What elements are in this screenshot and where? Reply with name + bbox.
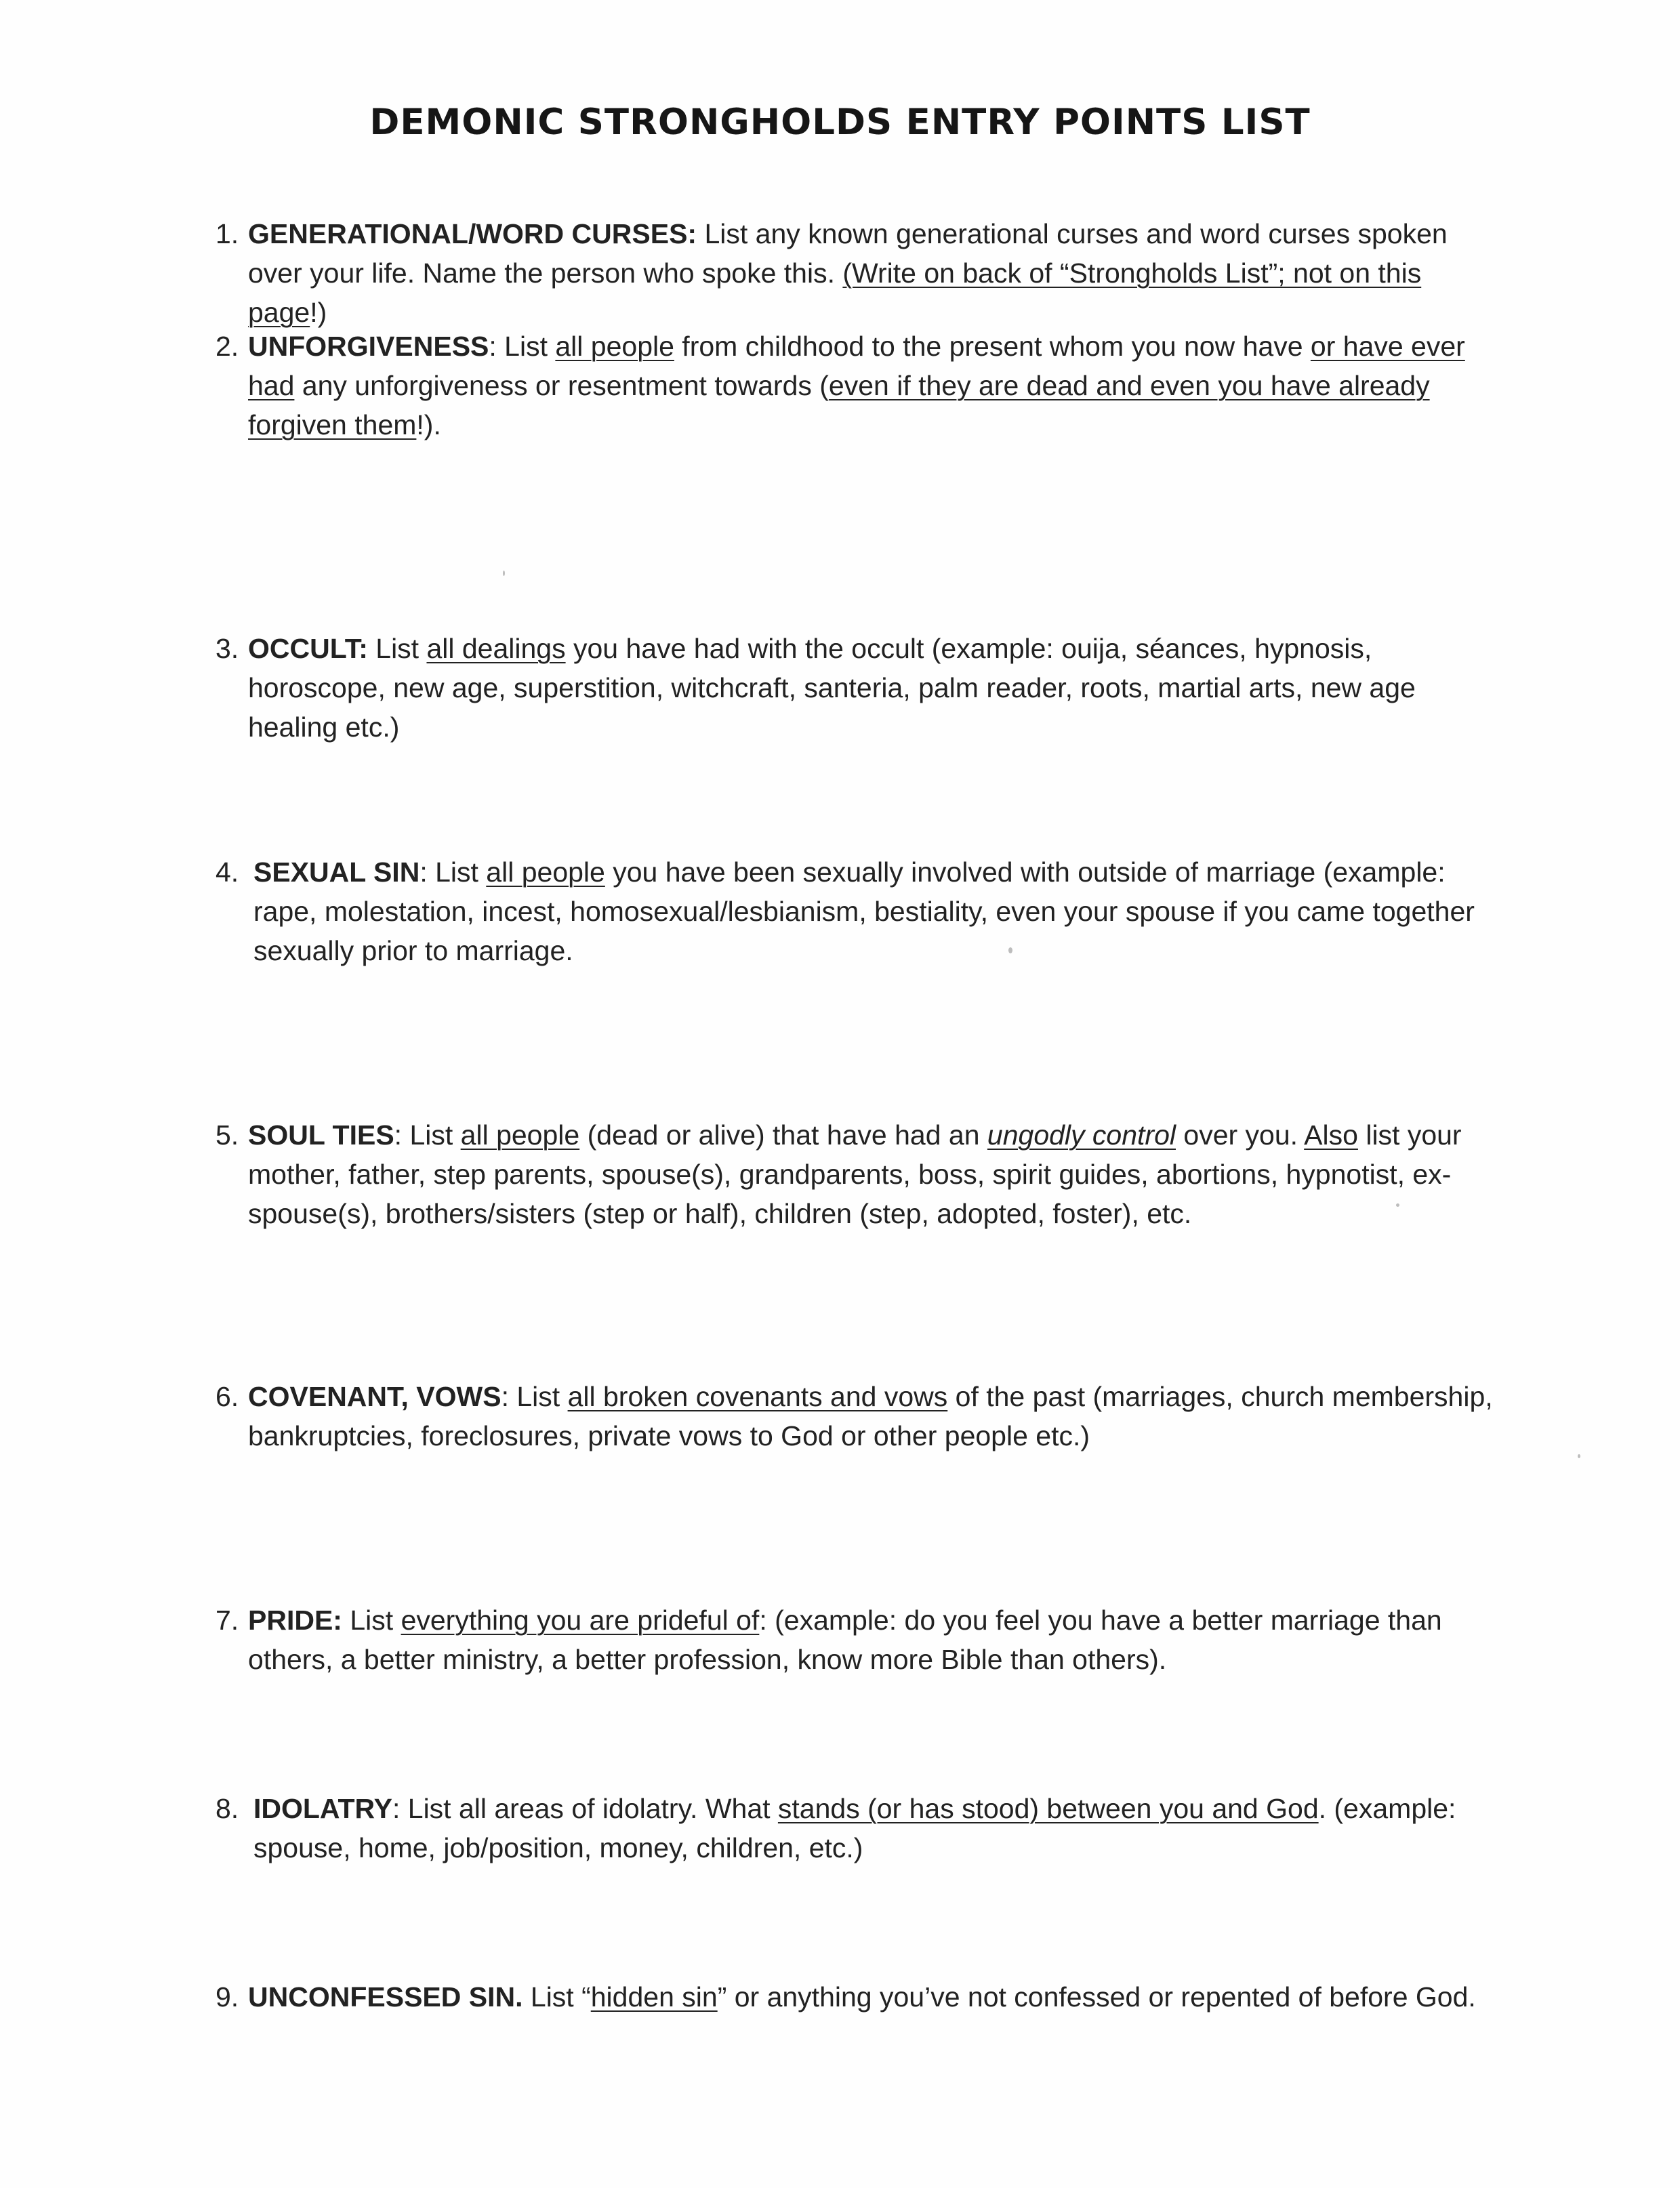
item-text-part: ” or anything you’ve not confessed or repented of before God. [717, 1981, 1476, 2012]
item-text-part: (dead or alive) that have had an [579, 1119, 987, 1151]
item-text-part: !) [310, 297, 327, 328]
item-number: 7. [216, 1605, 239, 1636]
item-number: 2. [216, 331, 239, 362]
list-item-unconfessed-sin [216, 1977, 1503, 2017]
item-text-part: List [367, 633, 427, 664]
item-underlined-text: all people [460, 1119, 580, 1151]
list-item-occult [216, 629, 1503, 747]
item-underlined-text: stands (or has stood) between you and God [777, 1793, 1319, 1824]
item-text-part: !). [416, 409, 441, 440]
item-text-part: : (example: do you feel you have a better marriage than others, a better ministry, a better profession, know more Bible than others). [248, 1605, 1442, 1675]
item-number: 4. [216, 856, 239, 888]
item-underlined-text: all dealings [426, 633, 566, 664]
item-number: 6. [216, 1381, 239, 1412]
item-number: 8. [216, 1793, 239, 1824]
list-item-unforgiveness [216, 327, 1503, 445]
item-text-part: any unforgiveness or resentment towards ( [294, 370, 829, 401]
item-text-part: list your mother, father, step parents, spouse(s), grandparents, boss, spirit guides, abortions, hypnotist, ex-spouse(s), brothers/sisters (step or half), children (step, adopted, foster), etc. [248, 1119, 1462, 1229]
list-item-covenant-vows [216, 1377, 1503, 1456]
item-text-part: : List [419, 856, 487, 888]
page-title: DEMONIC STRONGHOLDS ENTRY POINTS LIST [369, 102, 1311, 143]
item-text [248, 214, 1503, 332]
item-text-part: you have had with the occult (example: ouija, séances, hypnosis, horoscope, new age, superstition, witchcraft, santeria, palm reader, roots, martial arts, new age healing etc.) [248, 633, 1416, 743]
item-text [248, 1377, 1503, 1456]
item-text-part: : List all areas of idolatry. What [392, 1793, 778, 1824]
item-text [248, 1601, 1503, 1679]
item-heading: PRIDE: [248, 1605, 342, 1636]
item-text-part: List “ [523, 1981, 591, 2012]
item-underlined-italic-text: ungodly control [987, 1119, 1176, 1151]
item-text-part: over you. [1176, 1119, 1305, 1151]
item-underlined-text: all people [555, 331, 674, 362]
item-underlined-text: everything you are prideful of [401, 1605, 760, 1636]
list-item-idolatry [216, 1789, 1503, 1867]
item-text-part: : List [394, 1119, 461, 1151]
list-item-generational-curses [216, 214, 1503, 332]
item-text-part: you have been sexually involved with outside of marriage (example: rape, molestation, incest, homosexual/lesbianism, bestiality, even your spouse if you came together sexually prior to marriage. [253, 856, 1475, 966]
item-text [253, 1789, 1503, 1867]
list-item-pride [216, 1601, 1503, 1679]
item-underlined-text: even if they are dead and even you have already forgiven them [248, 370, 1430, 440]
item-number: 5. [216, 1119, 239, 1151]
scan-speck [1008, 947, 1012, 953]
item-underlined-text: (Write on back of “Strongholds List”; not on this page [248, 257, 1422, 328]
list-item-sexual-sin [216, 852, 1503, 970]
item-text [248, 1977, 1503, 2017]
item-text [253, 852, 1503, 970]
scan-speck [1396, 1203, 1399, 1207]
item-text [248, 327, 1503, 445]
item-number: 1. [216, 218, 239, 249]
item-heading: UNCONFESSED SIN. [248, 1981, 523, 2012]
item-text-part: . (example: spouse, home, job/position, money, children, etc.) [253, 1793, 1456, 1863]
item-heading: UNFORGIVENESS [248, 331, 489, 362]
item-underlined-text: Also [1304, 1119, 1358, 1151]
item-underlined-text: hidden sin [590, 1981, 718, 2012]
item-text-part: : List [489, 331, 556, 362]
item-text-part: List [342, 1605, 401, 1636]
item-underlined-text: all people [486, 856, 605, 888]
item-underlined-text: all broken covenants and vows [567, 1381, 948, 1412]
item-heading: COVENANT, VOWS [248, 1381, 501, 1412]
item-heading: GENERATIONAL/WORD CURSES: [248, 218, 697, 249]
scan-speck [503, 571, 505, 576]
item-text [248, 1115, 1503, 1233]
item-number: 3. [216, 633, 239, 664]
item-text-part: List any known generational curses and word curses spoken over your life. Name the person who spoke this. [248, 218, 1448, 289]
item-underlined-text: or have ever had [248, 331, 1465, 401]
item-text-part: of the past (marriages, church membership, bankruptcies, foreclosures, private vows to God or other people etc.) [248, 1381, 1493, 1451]
item-heading: SEXUAL SIN [253, 856, 420, 888]
item-number: 9. [216, 1981, 239, 2012]
item-heading: OCCULT: [248, 633, 368, 664]
item-text-part: : List [501, 1381, 568, 1412]
item-heading: SOUL TIES [248, 1119, 394, 1151]
scan-speck [1578, 1454, 1580, 1458]
item-text-part: from childhood to the present whom you now have [674, 331, 1311, 362]
item-heading: IDOLATRY [253, 1793, 392, 1824]
item-text [248, 629, 1503, 747]
list-item-soul-ties [216, 1115, 1503, 1233]
